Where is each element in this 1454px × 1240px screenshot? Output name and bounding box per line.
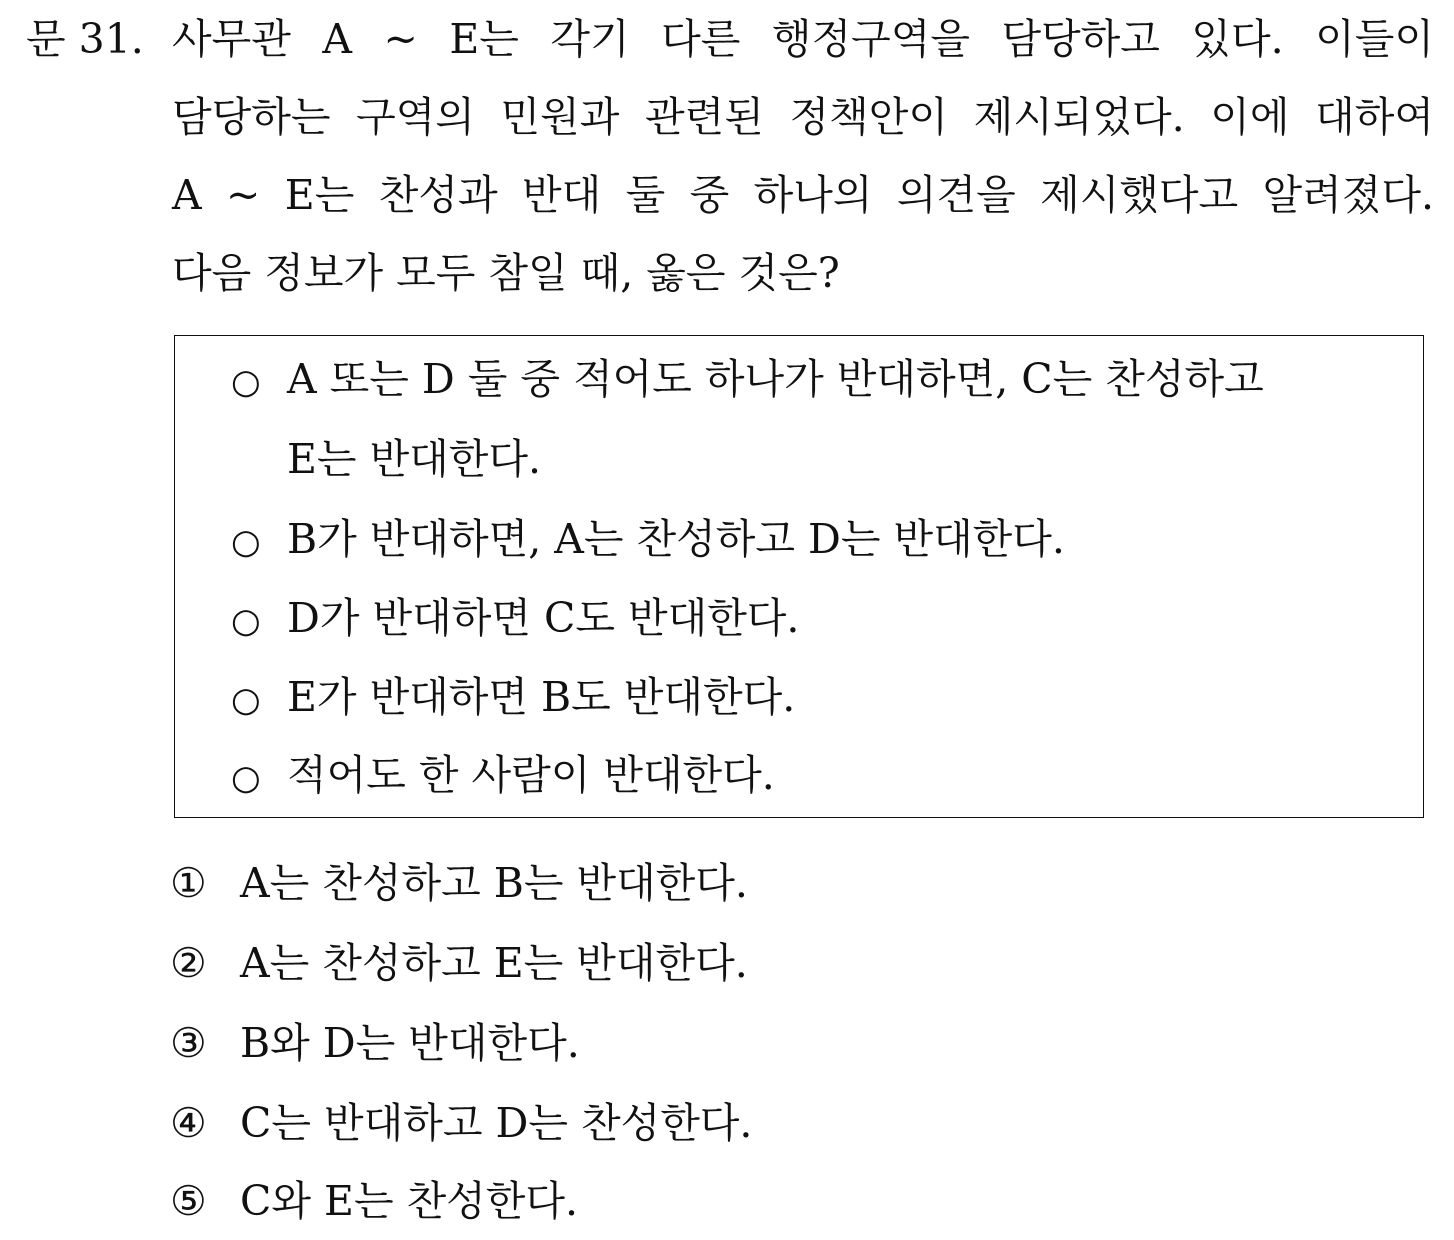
circle-bullet-icon: ○ [231,362,261,402]
choice-number: ④ [170,1099,207,1147]
answer-choice-2[interactable] [170,936,748,990]
choice-number: ⑤ [170,1177,207,1225]
choice-text: A는 찬성하고 B는 반대한다. [240,859,748,907]
condition-item [231,591,799,648]
question-stem-line: A ~ E는 찬성과 반대 둘 중 하나의 의견을 제시했다고 알려졌다. [172,171,1434,219]
question-stem-line: 사무관 A ~ E는 각기 다른 행정구역을 담당하고 있다. 이들이 [172,15,1434,63]
condition-text: A 또는 D 둘 중 적어도 하나가 반대하면, C는 찬성하고 [287,355,1264,403]
answer-choice-1[interactable] [170,856,748,910]
condition-text-continued: E는 반대한다. [287,435,542,483]
circle-bullet-icon: ○ [231,601,261,641]
answer-choice-3[interactable] [170,1016,580,1070]
circle-bullet-icon: ○ [231,522,261,562]
condition-text: 적어도 한 사람이 반대한다. [287,751,775,799]
choice-number: ③ [170,1019,207,1067]
choice-text: B와 D는 반대한다. [240,1019,580,1067]
question-number: 문 31. [26,15,144,63]
choice-number: ② [170,939,207,987]
answer-choice-4[interactable] [170,1096,752,1150]
circle-bullet-icon: ○ [231,680,261,720]
question-stem-line: 다음 정보가 모두 참일 때, 옳은 것은? [172,249,840,297]
question-stem-line: 담당하는 구역의 민원과 관련된 정책안이 제시되었다. 이에 대하여 [172,93,1434,141]
condition-text: D가 반대하면 C도 반대한다. [287,594,800,642]
choice-text: C는 반대하고 D는 찬성한다. [240,1099,753,1147]
choice-number: ① [170,859,207,907]
condition-item [231,748,775,805]
circle-bullet-icon: ○ [231,758,261,798]
condition-text: B가 반대하면, A는 찬성하고 D는 반대한다. [287,515,1065,563]
condition-item [231,352,1264,409]
choice-text: C와 E는 찬성한다. [240,1177,579,1225]
conditions-box [174,335,1424,818]
choice-text: A는 찬성하고 E는 반대한다. [240,939,748,987]
condition-item [231,512,1065,569]
condition-text: E가 반대하면 B도 반대한다. [287,673,796,721]
answer-choice-5[interactable] [170,1174,578,1228]
condition-item [231,670,795,727]
